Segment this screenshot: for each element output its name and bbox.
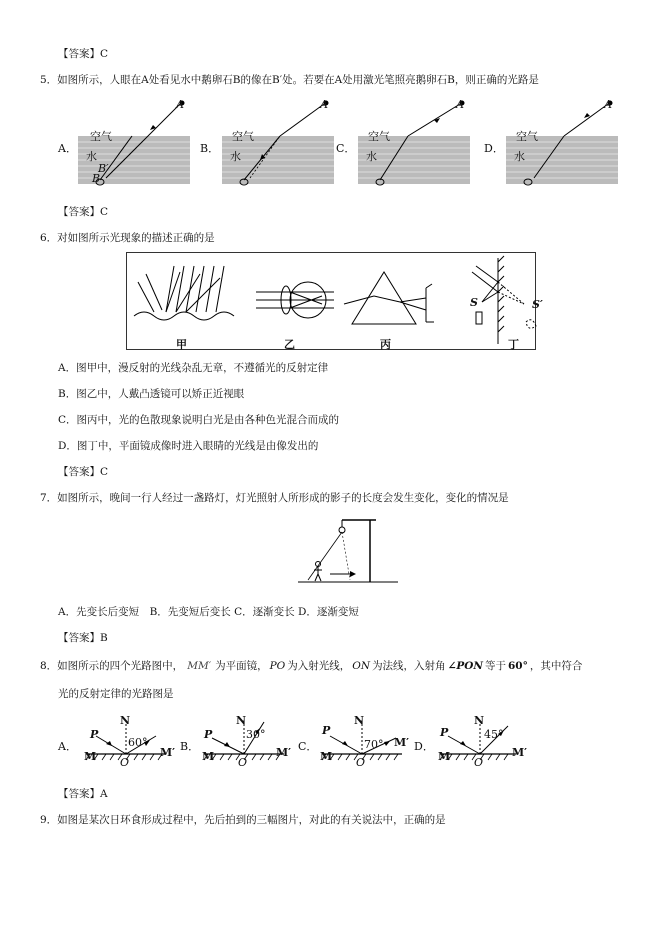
question-9-stem: 9．如图是某次日环食形成过程中，先后拍到的三幅图片，对此的有关说法中，正确的是 [40,814,446,826]
q8a-mp: M′ [160,746,176,759]
q8a-m: M [84,750,97,763]
q5-option-a: A． [58,142,77,155]
q8-on: ON [352,660,371,672]
q8c-angle: 70° [364,738,384,751]
q8a-o: O [120,756,130,769]
q8c-m: M [320,750,333,763]
q8-angle: ∠PON [447,660,483,672]
q8-option-b: B． [180,740,200,753]
q8-option-a: A． [58,740,77,753]
q7-options: A．先变长后变短 B．先变短后变长 C．逐渐变长 D．逐渐变短 [58,606,359,618]
q8c-mp: M′ [394,736,410,749]
answer-8: 【答案】A [58,788,108,800]
q6-option-c: C．图丙中，光的色散现象说明白光是由各种色光混合而成的 [58,414,340,426]
q8-stem-f: ，其中符合 [529,660,583,672]
q5-option-b: B． [200,142,220,155]
q5b-water-label: 水 [230,150,241,163]
q5d-point-a: A [604,98,612,111]
q8d-mp: M′ [512,746,528,759]
q5a-point-a: A [176,98,184,111]
q5b-point-a: A [320,98,328,111]
q8-po: PO [269,660,286,672]
q5c-air-label: 空气 [368,130,390,143]
q8b-m: M [202,750,215,763]
q5a-water-label: 水 [86,150,97,163]
q8c-o: O [356,756,366,769]
q8b-mp: M′ [276,746,292,759]
q8b-n: N [236,714,247,727]
q5a-point-bp: B′ [98,162,109,175]
q8-stem-a: 8．如图所示的四个光路图中， [40,660,184,672]
q8c-p: P [322,724,331,737]
q8d-m: M [438,750,451,763]
q5b-air-label: 空气 [232,130,254,143]
q8-stem-b: 为平面镜， [215,660,268,672]
q5-option-c: C． [336,142,356,155]
q6-option-a: A．图甲中，漫反射的光线杂乱无章，不遵循光的反射定律 [58,362,329,374]
q6-option-b: B．图乙中，人戴凸透镜可以矫正近视眼 [58,388,245,400]
q8d-o: O [474,756,484,769]
q8c-n: N [354,714,365,727]
question-8-stem [40,658,582,673]
q6-label-s: S [470,296,478,309]
q5d-air-label: 空气 [516,130,538,143]
q8b-p: P [204,728,213,741]
q5c-water-label: 水 [366,150,377,163]
q5d-water-label: 水 [514,150,525,163]
q8d-n: N [474,714,485,727]
q8-stem-c: 为入射光线， [287,660,351,672]
question-6-stem: 6．对如图所示光现象的描述正确的是 [40,232,215,244]
answer-5: 【答案】C [58,206,109,218]
question-7-stem: 7．如图所示，晚间一行人经过一盏路灯，灯光照射人所形成的影子的长度会发生变化，变化的情况是 [40,492,509,504]
q8a-angle: 60° [128,736,148,749]
q8b-angle: 30° [246,728,266,741]
q8a-p: P [90,728,99,741]
q5a-air-label: 空气 [90,130,112,143]
q8-stem-d: 为法线，入射角 [372,660,446,672]
answer-4: 【答案】C [58,48,109,60]
q6-label-jia: 甲 [176,338,187,351]
question-5-stem: 5．如图所示，人眼在A处看见水中鹅卵石B的像在B′处。若要在A处用激光笔照亮鹅卵石B，则正确的光路是 [40,74,539,86]
q5-option-d: D． [484,142,504,155]
q6-option-d: D．图丁中，平面镜成像时进入眼睛的光线是由像发出的 [58,440,319,452]
q8-option-d: D． [414,740,434,753]
q6-label-bing: 丙 [380,338,391,351]
q8-stem-e: 等于 [485,660,506,672]
q8-option-c: C． [298,740,318,753]
q5c-point-a: A [456,98,464,111]
q8-mm: MM′ [187,660,212,672]
q6-label-ding: 丁 [508,338,519,351]
q8b-o: O [238,756,248,769]
question-8-stem-2: 光的反射定律的光路图是 [58,688,174,700]
q7-figure [294,514,404,586]
q6-label-yi: 乙 [284,338,295,351]
q8a-n: N [120,714,131,727]
q8d-angle: 45° [484,728,504,741]
q8d-p: P [440,726,449,739]
answer-6: 【答案】C [58,466,109,478]
q8-deg: 60° [508,660,528,672]
answer-7: 【答案】B [58,632,108,644]
q6-label-sp: S′ [532,298,543,311]
q5a-point-b: B [92,172,101,185]
